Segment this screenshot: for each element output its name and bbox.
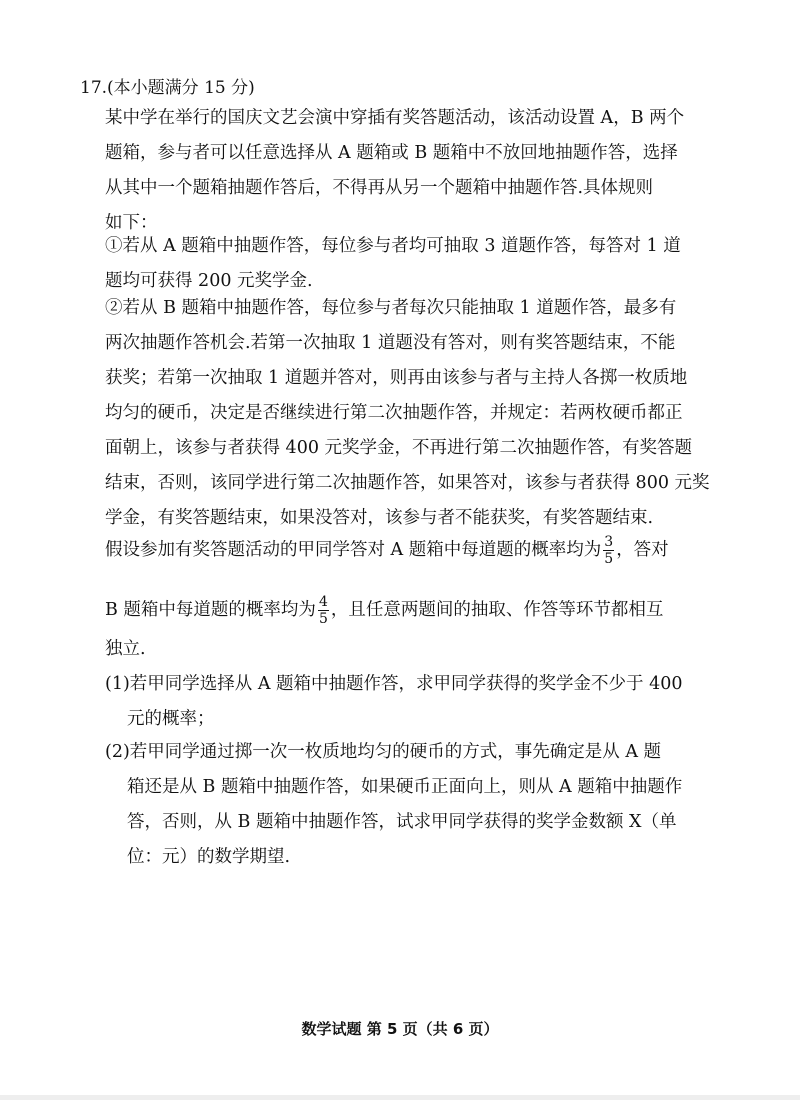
fraction-numerator: 3: [604, 534, 614, 550]
rule2-line: 两次抽题作答机会.若第一次抽取 1 道题没有答对，则有奖答题结束，不能: [105, 333, 676, 353]
scan-edge: [0, 1095, 800, 1100]
question-number: 17.: [80, 78, 108, 98]
question-points: (本小题满分 15 分): [107, 78, 255, 98]
question-intro: [105, 101, 727, 241]
fraction-four-fifths: [318, 594, 329, 627]
part1-line: 元的概率；: [127, 709, 215, 729]
intro-line: 如下：: [105, 213, 158, 233]
assumption-end: 独立.: [105, 639, 146, 659]
part2-line: 答，否则，从 B 题箱中抽题作答，试求甲同学获得的奖学金数额 X（单: [127, 812, 677, 832]
fraction-numerator: 4: [318, 594, 328, 610]
intro-line: 从其中一个题箱抽题作答后，不得再从另一个题箱中抽题作答.具体规则: [105, 178, 654, 198]
rule2-line: 均匀的硬币，决定是否继续进行第二次抽题作答，并规定：若两枚硬币都正: [105, 403, 683, 423]
assumption-a-tail: ，答对: [616, 540, 669, 560]
rule2-line: 学金，有奖答题结束，如果没答对，该参与者不能获奖，有奖答题结束.: [105, 508, 654, 528]
rule-1: [105, 229, 727, 299]
rule1-line: ①若从 A 题箱中抽题作答，每位参与者均可抽取 3 道题作答，每答对 1 道: [105, 236, 681, 256]
assumption-a: [105, 528, 727, 572]
rule2-line: 结束，否则，该同学进行第二次抽题作答，如果答对，该参与者获得 800 元奖: [105, 473, 710, 493]
assumption-b: [105, 588, 727, 632]
rule2-line: ②若从 B 题箱中抽题作答，每位参与者每次只能抽取 1 道题作答，最多有: [105, 298, 677, 318]
assumption-b-tail: ，且任意两题间的抽取、作答等环节都相互: [330, 600, 664, 620]
part2-line: 箱还是从 B 题箱中抽题作答，如果硬币正面向上，则从 A 题箱中抽题作: [127, 777, 683, 797]
rule2-line: 面朝上，该参与者获得 400 元奖学金，不再进行第二次抽题作答，有奖答题: [105, 438, 693, 458]
fraction-denominator: 5: [318, 611, 328, 627]
part2-line: 位：元）的数学期望.: [127, 847, 291, 867]
intro-line: 题箱，参与者可以任意选择从 A 题箱或 B 题箱中不放回地抽题作答，选择: [105, 143, 678, 163]
assumption-a-text: 假设参加有奖答题活动的甲同学答对 A 题箱中每道题的概率均为: [105, 540, 602, 560]
part2-line: (2)若甲同学通过掷一次一枚质地均匀的硬币的方式，事先确定是从 A 题: [105, 742, 662, 762]
part-2: [105, 735, 725, 875]
rule2-line: 获奖；若第一次抽取 1 道题并答对，则再由该参与者与主持人各掷一枚质地: [105, 368, 688, 388]
part-1: [105, 667, 725, 737]
fraction-three-fifths: [603, 534, 614, 567]
rule1-line: 题均可获得 200 元奖学金.: [105, 271, 313, 291]
intro-line: 某中学在举行的国庆文艺会演中穿插有奖答题活动，该活动设置 A，B 两个: [105, 108, 685, 128]
assumption-b-text: B 题箱中每道题的概率均为: [105, 600, 316, 620]
fraction-denominator: 5: [604, 551, 614, 567]
rule-2: [105, 291, 727, 536]
question-header: [80, 73, 255, 98]
part1-line: (1)若甲同学选择从 A 题箱中抽题作答，求甲同学获得的奖学金不少于 400: [105, 674, 683, 694]
page-footer: 数学试题 第 5 页（共 6 页）: [301, 1020, 499, 1038]
